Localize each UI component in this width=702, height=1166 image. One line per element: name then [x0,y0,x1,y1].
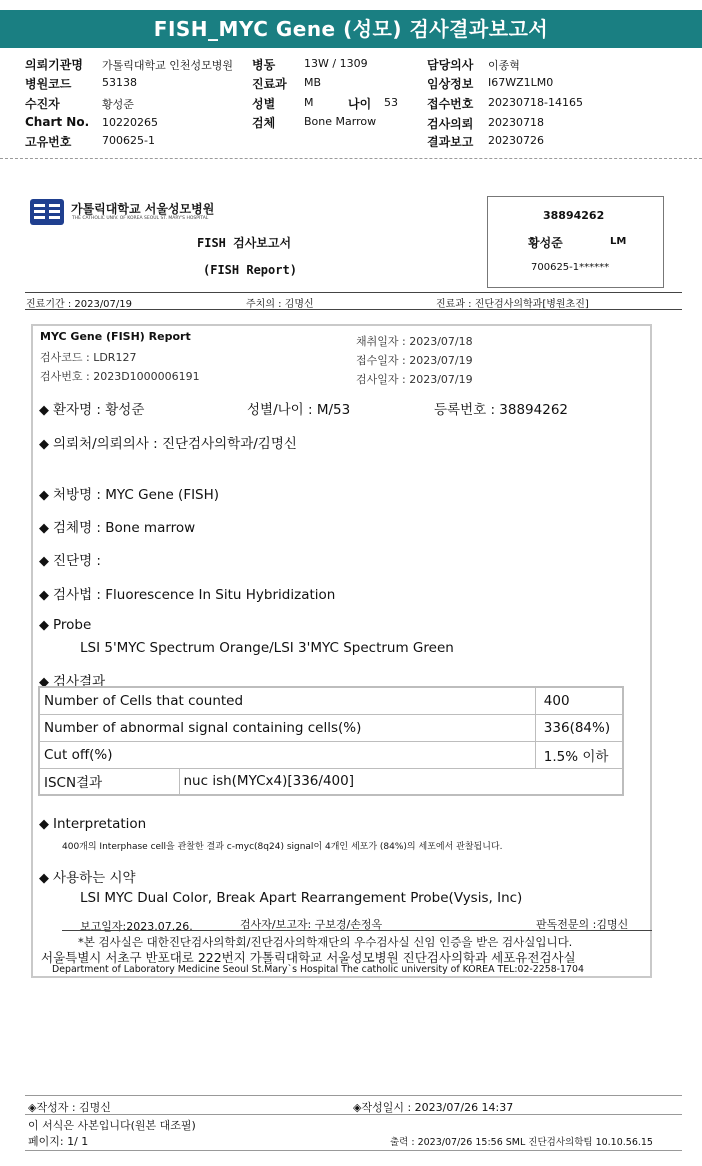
table-row [39,687,623,714]
result-label: Cut off(%) [39,741,535,768]
reg-no: 등록번호 : 38894262 [434,402,569,418]
sex-age: 성별/나이 : M/53 [247,402,351,418]
copy-note: 이 서식은 사본입니다(원본 대조필) [28,1119,196,1132]
footer-mid-line [25,1114,682,1115]
report-value: 20230726 [488,134,544,147]
result-value: 400 [535,687,623,714]
probe-row [39,617,91,633]
hospital-subtitle: THE CATHOLIC UNIV. OF KOREA SEOUL ST. MARY'S HOSPITAL [72,216,209,221]
chart-label: Chart No. [25,115,90,129]
cert-note: *본 검사실은 대한진단검사의학회/진단검사의학재단의 우수검사실 신임 인증을 받은 검사실입니다. [78,935,573,949]
age-label: 나이 [348,97,372,111]
diamond-bullet-icon: ◆ [39,871,49,886]
interp-title: Interpretation [53,816,147,832]
result-label: Number of abnormal signal containing cells(%) [39,714,535,741]
patient-reg-no: 38894262 [543,209,605,222]
report-date: 보고일자:2023.07.26. [80,920,193,933]
attending: 주치의 : 김명신 [246,299,314,310]
address-kr: 서울특별시 서초구 반포대로 222번지 가톨릭대학교 서울성모병원 진단검사의학과 세포유전검사실 [41,950,576,965]
hospital-name: 가톨릭대학교 서울성모병원 [71,202,215,216]
doc-title: FISH 검사보고서 [197,236,292,250]
receipt-label: 접수번호 [427,97,474,111]
diagnosis-text: 진단명 : [53,553,101,569]
reader: 판독전문의 :김명신 [536,918,629,931]
collector-value: 황성준 [102,98,134,111]
hospital-logo [30,199,64,225]
test-code: 검사코드 : LDR127 [40,351,137,364]
patient-id: 700625-1****** [531,262,610,273]
institution-value: 가톨릭대학교 인천성모병원 [102,59,234,72]
doctor-value: 이종혁 [488,59,520,72]
sex-label: 성별 [252,97,276,111]
institution-label: 의뢰기관명 [25,58,83,72]
prescription-text: 처방명 : MYC Gene (FISH) [53,487,220,503]
patient-name-text: 환자명 : 황성준 [53,402,145,418]
diamond-bullet-icon: ◆ [39,618,49,633]
dept-label: 진료과 [252,77,287,91]
diamond-bullet-icon: ◆ [39,817,49,832]
examiner: 검사자/보고자: 구보경/손정옥 [240,918,383,931]
table-row [39,741,623,768]
specimen-value: Bone Marrow [304,115,377,128]
result-value: 1.5% 이하 [535,741,623,768]
iscn-label: ISCN결과 [39,768,179,795]
request-value: 20230718 [488,116,544,129]
specimen-text: 검체명 : Bone marrow [53,520,196,536]
exam-date: 검사일자 : 2023/07/19 [356,373,473,386]
hospital-code-value: 53138 [102,76,137,89]
page-number: 페이지: 1/ 1 [28,1135,89,1148]
sex-value: M [304,96,314,109]
patient-code: LM [610,236,627,247]
patient-name: 황성준 [528,236,563,250]
header-divider [0,158,702,159]
unique-value: 700625-1 [102,134,155,147]
reagent-text: LSI MYC Dual Color, Break Apart Rearrangement Probe(Vysis, Inc) [80,890,523,906]
clinical-value: I67WZ1LM0 [488,76,554,89]
page-title: FISH_MYC Gene (성모) 검사결과보고서 [0,10,702,48]
unique-label: 고유번호 [25,135,72,149]
dept-value: MB [304,76,322,89]
diamond-bullet-icon: ◆ [39,675,49,690]
ward-label: 병동 [252,58,276,72]
report-label: 결과보고 [427,135,474,149]
footer-top-line [25,1095,682,1096]
patient-name-row [39,398,144,418]
probe-title: Probe [53,617,92,633]
address-en: Department of Laboratory Medicine Seoul St.Mary`s Hospital The catholic university of KOREA TEL:02-2258-1704 [52,964,584,975]
collect-date: 채취일자 : 2023/07/18 [356,335,473,348]
diamond-bullet-icon: ◆ [39,437,49,452]
hospital-code-label: 병원코드 [25,77,72,91]
reagent-row [39,866,136,886]
table-row [39,768,623,795]
written-at: ◈작성일시 : 2023/07/26 14:37 [353,1101,514,1114]
diagnosis-row [39,549,101,569]
info-row-top-line [25,292,682,293]
referral-text: 의뢰처/의뢰의사 : 진단검사의학과/김명신 [53,436,297,452]
report-name: MYC Gene (FISH) Report [40,330,191,343]
doc-title-en: (FISH Report) [203,263,297,277]
result-label: Number of Cells that counted [39,687,535,714]
test-no: 검사번호 : 2023D1000006191 [40,370,200,383]
diamond-bullet-icon: ◆ [39,403,49,418]
author: ◈작성자 : 김명신 [28,1101,111,1114]
results-table [38,686,624,796]
collector-label: 수진자 [25,97,60,111]
doctor-label: 담당의사 [427,58,474,72]
ward-value: 13W / 1309 [304,57,368,70]
footer-bottom-line [25,1150,682,1151]
table-row [39,714,623,741]
interp-text: 400개의 Interphase cell을 관찰한 결과 c-myc(8q24) signal이 4개인 세포가 (84%)의 세포에서 관찰됩니다. [62,842,503,852]
referral-row [39,432,297,452]
result-value: 336(84%) [535,714,623,741]
interp-row [39,816,146,832]
diamond-bullet-icon: ◆ [39,488,49,503]
period: 진료기간 : 2023/07/19 [26,299,133,310]
diamond-bullet-icon: ◆ [39,588,49,603]
reagent-title: 사용하는 시약 [53,870,136,886]
age-value: 53 [384,96,398,109]
method-row [39,583,335,603]
iscn-value: nuc ish(MYCx4)[336/400] [179,768,623,795]
specimen-label: 검체 [252,116,276,130]
chart-value: 10220265 [102,116,158,129]
method-text: 검사법 : Fluorescence In Situ Hybridization [53,587,336,603]
probe-text: LSI 5'MYC Spectrum Orange/LSI 3'MYC Spectrum Green [80,640,454,656]
request-label: 검사의뢰 [427,117,474,131]
info-row-bottom-line [25,309,682,310]
receive-date: 접수일자 : 2023/07/19 [356,354,473,367]
output-info: 출력 : 2023/07/26 15:56 SML 진단검사의학팀 10.10.56.15 [390,1137,653,1148]
patient-box [487,196,664,288]
signature-line [62,930,652,931]
clinical-label: 임상정보 [427,77,474,91]
results-title: 검사결과 [53,674,106,690]
receipt-value: 20230718-14165 [488,96,583,109]
prescription-row [39,483,219,503]
diamond-bullet-icon: ◆ [39,554,49,569]
diamond-bullet-icon: ◆ [39,521,49,536]
specimen-row [39,516,195,536]
info-dept: 진료과 : 진단검사의학과[병원초진] [436,299,589,310]
